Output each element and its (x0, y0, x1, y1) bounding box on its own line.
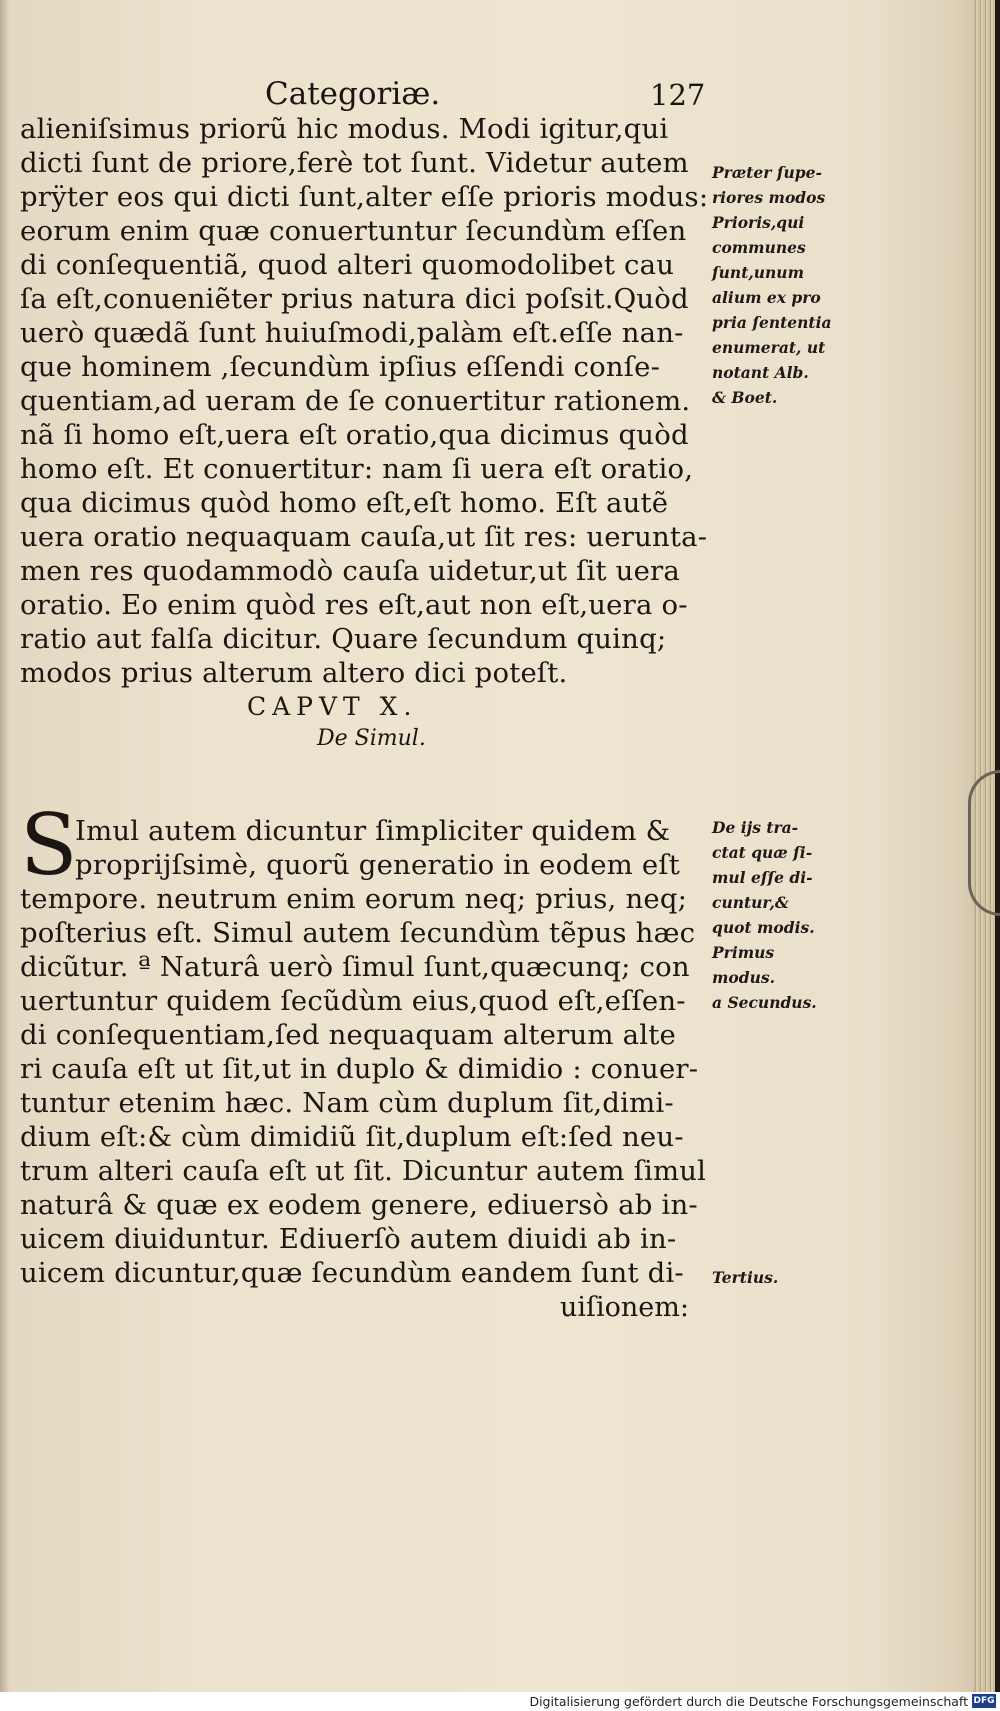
text-line: di conſequentiã, quod alteri quomodolibet cau (20, 249, 675, 281)
margin-line: notant Alb. (712, 363, 809, 382)
text-line: tuntur etenim hæc. Nam cùm duplum ſit,dimi- (20, 1087, 674, 1119)
margin-note-simul (712, 815, 862, 1015)
catchword: uiſionem: (560, 1292, 689, 1323)
text-line: uicem dicuntur,quæ ſecundùm eandem ſunt di- (20, 1257, 684, 1289)
margin-note-tertius: Tertius. (712, 1268, 779, 1287)
margin-line: quot modis. (712, 918, 815, 937)
text-line: men res quodammodò cauſa uidetur,ut ſit uera (20, 555, 680, 587)
text-line: ſa eſt,conueniẽter prius natura dici poſsit.Quòd (20, 283, 689, 315)
text-line: poſterius eſt. Simul autem ſecundùm tẽpus hæc (20, 917, 696, 949)
text-line: uera oratio nequaquam cauſa,ut ſit res: ueruntа- (20, 521, 708, 553)
margin-line: modus. (712, 968, 775, 987)
margin-line: De ijs tra- (712, 818, 799, 837)
text-line: oratio. Eo enim quòd res eſt,aut non eſt,uera o- (20, 589, 688, 621)
text-line: di conſequentiam,ſed nequaquam alterum alte (20, 1019, 676, 1051)
margin-line: alium ex pro (712, 288, 821, 307)
margin-line: Prioris,qui (712, 213, 805, 232)
dfg-logo: DFG (973, 1696, 995, 1706)
page-spine-shadow (0, 0, 10, 1692)
text-line: alieniſsimus priorũ hic modus. Modi igitur,qui (20, 113, 669, 145)
margin-line: pria ſententia (712, 313, 832, 332)
text-line: que hominem ,ſecundùm ipſius eſſendi conſe- (20, 351, 661, 383)
text-line: dium eſt:& cùm dimidiũ ſit,duplum eſt:ſed neu- (20, 1121, 684, 1153)
text-line: proprijſsimè, quorũ generatio in eodem eſt (75, 849, 680, 881)
page-header (0, 76, 995, 116)
text-line: Imul autem dicuntur ſimpliciter quidem & (75, 815, 671, 847)
text-line: tempore. neutrum enim eorum neq; prius, neq; (20, 883, 688, 915)
text-line: quentiam,ad ueram de ſe conuertitur rationem. (20, 385, 691, 417)
text-line: uicem diuiduntur. Ediuerſò autem diuidi ab in- (20, 1223, 677, 1255)
margin-note-prior-modes (712, 160, 862, 410)
text-line: modos prius alterum altero dici poteſt. (20, 657, 568, 689)
page-number: 127 (650, 78, 706, 112)
margin-line: riores modos (712, 188, 826, 207)
text-line: eorum enim quæ conuertuntur ſecundùm eſſen (20, 215, 687, 247)
margin-line: enumerat, ut (712, 338, 826, 357)
margin-line: cuntur,& (712, 893, 789, 912)
text-line: uerò quædã ſunt huiuſmodi,palàm eſt.eſſe nan- (20, 317, 684, 349)
text-line: dicũtur. ª Naturâ uerò ſimul ſunt,quæcunq; con (20, 951, 690, 983)
drop-cap: S (20, 796, 78, 894)
running-head: Categoriæ. (265, 76, 441, 112)
chapter-subheading: De Simul. (317, 726, 426, 751)
text-line: nã ſi homo eſt,uera eſt oratio,qua dicimus quòd (20, 419, 689, 451)
margin-line: ctat quæ ſi- (712, 843, 813, 862)
margin-line: mul eſſe di- (712, 868, 813, 887)
page-clip (968, 770, 1000, 916)
margin-line: Præter ſupe- (712, 163, 822, 182)
text-line: homo eſt. Et conuertitur: nam ſi uera eſt oratio, (20, 453, 694, 485)
margin-line: communes (712, 238, 806, 257)
margin-line: a Secundus. (712, 993, 817, 1012)
text-line: ratio aut falſa dicitur. Quare ſecundum quinq; (20, 623, 667, 655)
text-line: naturâ & quæ ex eodem genere, ediuersò ab in- (20, 1189, 698, 1221)
text-line: trum alteri cauſa eſt ut ſit. Dicuntur autem ſimul (20, 1155, 707, 1187)
footer-credit: Digitalisierung gefördert durch die Deutsche Forschungsgemeinschaft (529, 1694, 968, 1709)
text-line: qua dicimus quòd homo eſt,eſt homo. Eſt autẽ (20, 487, 669, 519)
text-line: dicti ſunt de priore,ferè tot ſunt. Videtur autem (20, 147, 689, 179)
text-line: prÿter eos qui dicti ſunt,alter eſſe prioris modus: (20, 181, 709, 213)
margin-line: & Boet. (712, 388, 778, 407)
margin-line: ſunt,unum (712, 263, 804, 282)
chapter-heading: CAPVT X. (247, 692, 418, 721)
margin-line: Primus (712, 943, 775, 962)
text-line: uertuntur quidem ſecũdùm eius,quod eſt,eſſen- (20, 985, 686, 1017)
digitization-footer (0, 1692, 1000, 1711)
text-line: ri cauſa eſt ut ſit,ut in duplo & dimidio : conuer- (20, 1053, 699, 1085)
